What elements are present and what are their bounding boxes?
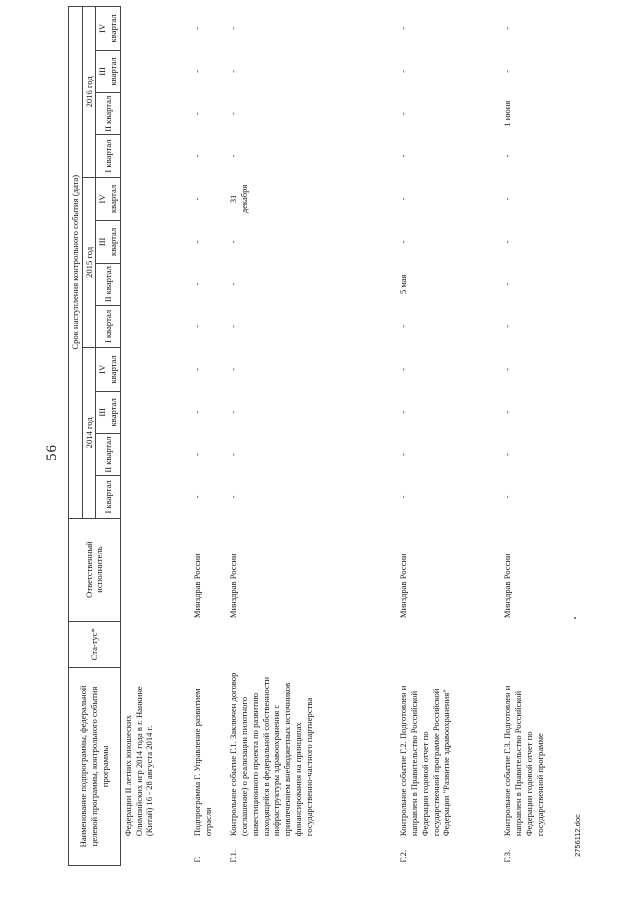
row-index: Г.1. (228, 849, 239, 863)
quarter-cell: - (502, 154, 513, 158)
rotated-table-container (68, 6, 608, 866)
header-timeline: Срок наступления контрольного события (дата) (69, 7, 83, 519)
quarter-cell: 5 мая (398, 274, 409, 294)
quarter-cell: - (398, 26, 409, 30)
quarter-cell: - (228, 282, 239, 286)
quarter-cell: - (228, 70, 239, 73)
header-quarter: I квартал (96, 305, 120, 347)
row-executor: Минздрав России (192, 553, 203, 619)
row-executor: Минздрав России (502, 553, 513, 619)
quarter-cell: - (502, 197, 513, 201)
quarter-cell: - (192, 240, 203, 244)
quarter-cell: - (502, 70, 513, 73)
footer-doc-code: 2756112.doc (572, 813, 582, 857)
header-executor: Ответственный исполнитель (69, 518, 121, 621)
row-status (500, 621, 570, 667)
table-row (396, 7, 500, 866)
quarter-cell: - (228, 453, 239, 457)
header-status: Ста-тус* (69, 621, 121, 667)
quarter-cell: - (502, 240, 513, 244)
header-quarter: II квартал (96, 433, 120, 475)
quarter-cell: - (398, 495, 409, 499)
quarter-cell: - (228, 367, 239, 371)
quarter-cell: - (398, 197, 409, 201)
quarter-cell: - (502, 453, 513, 457)
quarter-cell: - (502, 367, 513, 371)
row-status (226, 621, 396, 667)
quarter-cell: - (192, 453, 203, 457)
quarter-cell: - (228, 410, 239, 414)
header-year-2016: 2016 год (82, 7, 96, 178)
scan-speck (574, 617, 576, 619)
table-header (69, 7, 121, 866)
row-index: Г.3. (502, 849, 513, 863)
quarter-cell: - (502, 26, 513, 30)
quarter-cell: - (398, 325, 409, 328)
row-status (396, 621, 500, 667)
page-number: 56 (44, 444, 60, 461)
row-executor: Минздрав России (398, 553, 409, 619)
table-row (120, 7, 190, 866)
row-name: Контрольное событие Г.1. Заключен договор (соглашение) о реализации пилотного инвестиционного проекта по развитию находящейся в федеральной собственности инфраструктуры здравоохранения с привлечением внебюджетных источников финансирования на принципах государственно-частного партнерства (228, 672, 314, 837)
header-quarter: II квартал (96, 93, 120, 135)
header-quarter: III квартал (96, 391, 120, 433)
quarter-cell: - (192, 197, 203, 201)
quarter-cell (120, 263, 190, 305)
header-year-2014: 2014 год (82, 348, 96, 518)
quarter-cell: - (502, 495, 513, 499)
quarter-cell (120, 348, 190, 392)
quarter-cell (120, 305, 190, 347)
header-year-2015: 2015 год (82, 177, 96, 347)
row-index: Г.2. (398, 849, 409, 863)
quarter-cell: - (192, 495, 203, 499)
quarter-cell: 1 июня (502, 100, 513, 127)
quarter-cell: - (192, 154, 203, 158)
quarter-cell: - (398, 70, 409, 73)
quarter-cell (120, 93, 190, 135)
footer-area (562, 780, 592, 890)
header-quarter: I квартал (96, 135, 120, 177)
row-status (190, 621, 226, 667)
header-quarter: IV квартал (96, 348, 120, 392)
quarter-cell: - (398, 240, 409, 244)
quarter-cell: - (398, 410, 409, 414)
quarter-cell (120, 476, 190, 518)
row-executor: Минздрав России (228, 553, 239, 619)
header-quarter: IV квартал (96, 7, 120, 51)
quarter-cell: - (398, 154, 409, 158)
quarter-cell: - (228, 240, 239, 244)
quarter-cell: - (228, 325, 239, 328)
quarter-cell: - (398, 453, 409, 457)
quarter-cell (120, 177, 190, 221)
row-executor (120, 518, 190, 621)
quarter-cell: - (192, 325, 203, 328)
row-name: Контрольное событие Г.3. Подготовлен и направлен в Правительство Российской Федерации годовой отчет по государственной программе (502, 685, 545, 837)
quarter-cell: - (398, 367, 409, 371)
header-name: Наименование подпрограммы, федеральной целевой программы, контрольного события программы (69, 667, 121, 865)
quarter-cell: - (228, 154, 239, 158)
row-name: Федерации II летних юношеских Олимпийских игр 2014 года в г. Нанкине (Китай) 16 - 28 августа 2014 г. (122, 686, 155, 837)
quarter-cell: - (192, 112, 203, 116)
table-row (226, 7, 396, 866)
header-quarter: IV квартал (96, 177, 120, 221)
quarter-cell (120, 135, 190, 177)
table-row (190, 7, 226, 866)
quarter-cell: - (502, 282, 513, 286)
quarter-cell: - (228, 495, 239, 499)
quarter-cell: - (228, 112, 239, 116)
row-name: Подпрограмма Г. Управление развитием отрасли (192, 688, 214, 837)
header-quarter: I квартал (96, 476, 120, 518)
header-quarter: II квартал (96, 263, 120, 305)
quarter-cell: - (192, 70, 203, 73)
table-body (120, 7, 570, 866)
quarter-cell (120, 391, 190, 433)
quarter-cell: 31 декабря (228, 184, 250, 214)
header-quarter: III квартал (96, 50, 120, 92)
quarter-cell: - (192, 26, 203, 30)
quarter-cell (120, 7, 190, 51)
table-row (500, 7, 570, 866)
quarter-cell: - (192, 367, 203, 371)
quarter-cell (120, 433, 190, 475)
quarter-cell: - (398, 112, 409, 116)
quarter-cell: - (192, 282, 203, 286)
row-name: Контрольное событие Г.2. Подготовлен и направлен в Правительство Российской Федерации годовой отчет по государственной программе Российской Федерации "Развитие здравоохранения" (398, 685, 452, 837)
quarter-cell: - (228, 26, 239, 30)
quarter-cell (120, 50, 190, 92)
header-quarter: III квартал (96, 221, 120, 263)
control-events-table (68, 6, 570, 866)
row-index (120, 839, 190, 865)
quarter-cell: - (502, 325, 513, 328)
row-status (120, 621, 190, 667)
quarter-cell (120, 221, 190, 263)
quarter-cell: - (502, 410, 513, 414)
row-index: Г. (192, 856, 203, 863)
quarter-cell: - (192, 410, 203, 414)
